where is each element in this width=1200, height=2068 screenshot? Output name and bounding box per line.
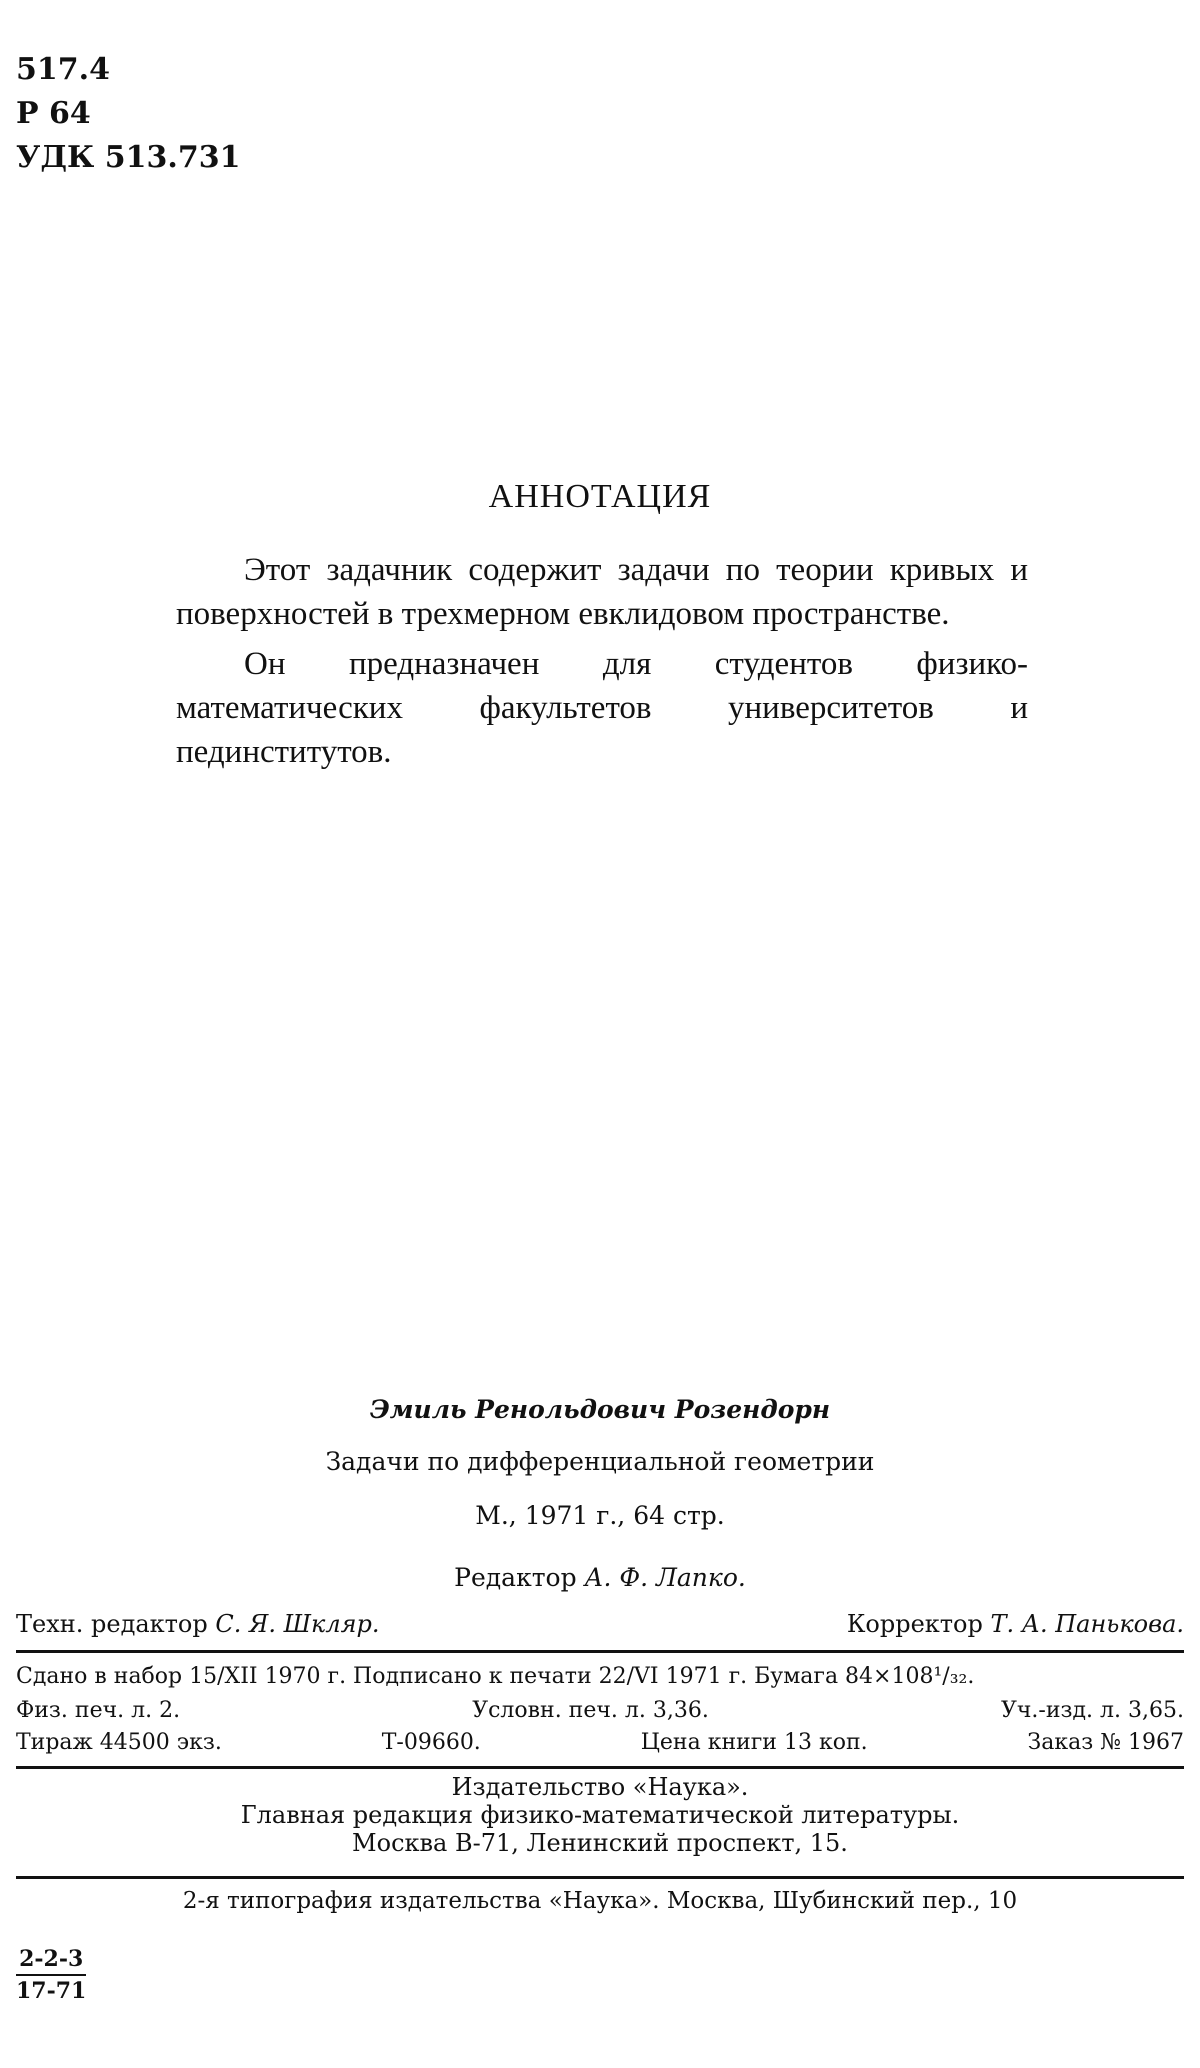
code-line-1: 517.4: [16, 52, 110, 87]
code-line-2: Р 64: [16, 96, 91, 131]
annotation-title: АННОТАЦИЯ: [488, 478, 712, 515]
book-title: Задачи по дифференциальной геометрии: [325, 1447, 875, 1476]
catalog-code-denominator: 17-71: [16, 1978, 87, 2004]
annotation-paragraph-2: Он предназначен для студентов физико-математических факультетов университетов и пединститутов.: [176, 646, 1028, 770]
corrector-name: Т. А. Панькова.: [990, 1610, 1184, 1638]
staff-line: [16, 1610, 1184, 1638]
tech-editor-name: С. Я. Шкляр.: [215, 1610, 380, 1638]
udc-code: УДК 513.731: [16, 140, 241, 175]
publisher-name: Издательство «Наука».: [451, 1773, 749, 1801]
spec-phys-sheets: Физ. печ. л. 2.: [16, 1698, 181, 1723]
publisher-address: Москва В-71, Ленинский проспект, 15.: [352, 1829, 848, 1857]
spec-license: Т-09660.: [381, 1730, 481, 1755]
annotation-body: [176, 548, 1028, 780]
divider-2: [16, 1766, 1184, 1769]
classification-codes: [16, 48, 240, 180]
printer-info: 2-я типография издательства «Наука». Москва, Шубинский пер., 10: [182, 1888, 1018, 1914]
publisher-division: Главная редакция физико-математической литературы.: [240, 1801, 960, 1829]
annotation-paragraph-1: Этот задачник содержит задачи по теории кривых и поверхностей в трехмерном евклидовом пространстве.: [176, 552, 1028, 632]
tech-editor: [16, 1610, 380, 1638]
spec-cond-sheets: Условн. печ. л. 3,36.: [472, 1698, 709, 1723]
spec-price: Цена книги 13 коп.: [640, 1730, 868, 1755]
specs-row-3: [16, 1730, 1184, 1755]
book-author: Эмиль Ренольдович Розендорн: [369, 1395, 831, 1424]
spec-pub-sheets: Уч.-изд. л. 3,65.: [1000, 1698, 1184, 1723]
spec-print-run: Тираж 44500 экз.: [16, 1730, 222, 1755]
publication-data: М., 1971 г., 64 стр.: [475, 1501, 725, 1530]
divider-3: [16, 1876, 1184, 1879]
corrector: [847, 1610, 1184, 1638]
spec-order: Заказ № 1967: [1027, 1730, 1184, 1755]
catalog-code-numerator: 2-2-3: [16, 1946, 86, 1976]
catalog-code: [16, 1946, 86, 2004]
specs-row-2: [16, 1698, 1184, 1723]
specs-row-1: [16, 1664, 1184, 1689]
editor-name: А. Ф. Лапко.: [584, 1563, 746, 1592]
divider-1: [16, 1650, 1184, 1653]
editor-line: [0, 1563, 1200, 1592]
tech-editor-label: Техн. редактор: [16, 1610, 208, 1638]
corrector-label: Корректор: [846, 1610, 983, 1638]
editor-label: Редактор: [454, 1563, 577, 1592]
spec-print-dates: Сдано в набор 15/XII 1970 г. Подписано к печати 22/VI 1971 г. Бумага 84×108¹/₃₂.: [16, 1664, 975, 1689]
